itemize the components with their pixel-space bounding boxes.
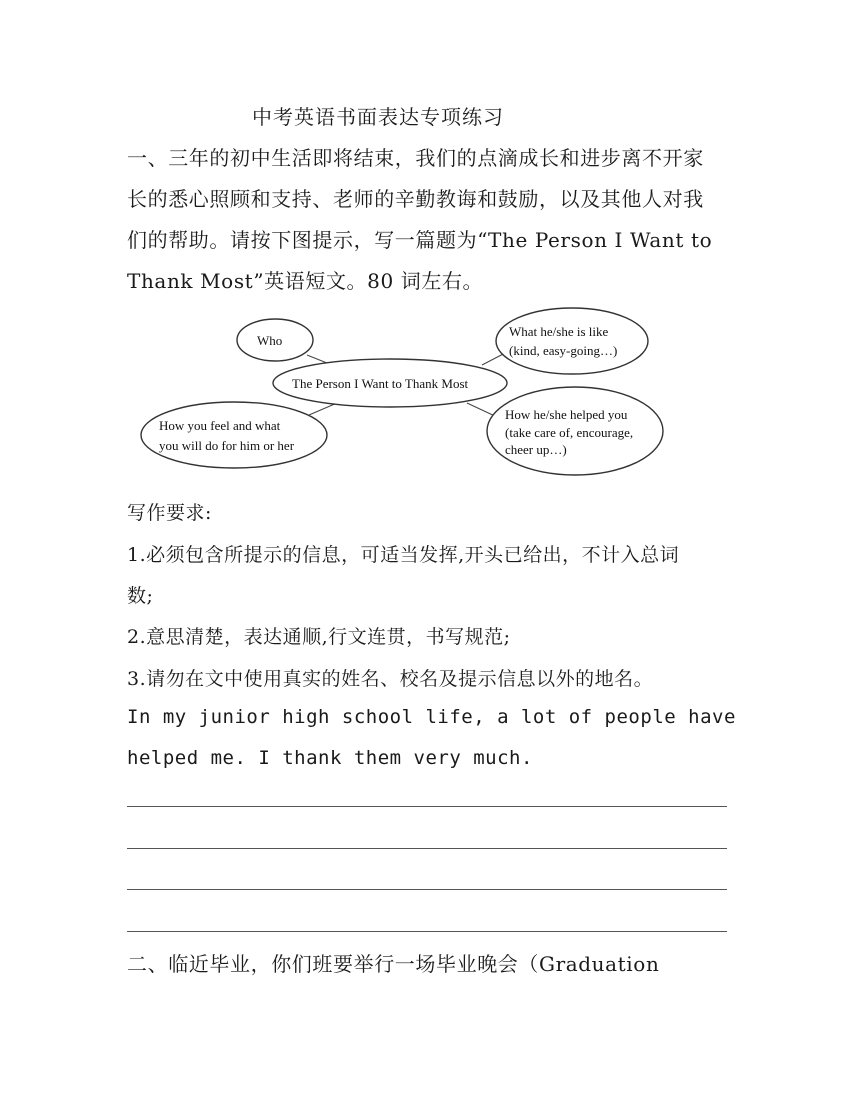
page-title: 中考英语书面表达专项练习 (252, 105, 504, 129)
requirement-item-1-cont: 数; (127, 585, 154, 607)
requirement-item-3: 3.请勿在文中使用真实的姓名、校名及提示信息以外的地名。 (127, 668, 654, 690)
like-label-line1: What he/she is like (509, 324, 609, 339)
center-label: The Person I Want to Thank Most (292, 376, 469, 391)
helped-label-line3: cheer up…) (505, 442, 567, 457)
feel-bubble (141, 402, 327, 468)
who-bubble (237, 319, 313, 361)
answer-line (127, 806, 727, 807)
answer-line (127, 889, 727, 890)
requirements-heading: 写作要求: (127, 502, 212, 524)
answer-line (127, 931, 727, 932)
helped-bubble (487, 387, 663, 475)
requirement-item-2: 2.意思清楚，表达通顺,行文连贯，书写规范; (127, 626, 511, 648)
prompt-line: Thank Most”英语短文。80 词左右。 (127, 269, 484, 293)
essay-opening-line-2: helped me. I thank them very much. (127, 747, 533, 769)
feel-label-line1: How you feel and what (159, 418, 281, 433)
essay-opening-line-1: In my junior high school life, a lot of people have (127, 706, 736, 728)
who-label: Who (257, 333, 283, 348)
mind-map-diagram (137, 305, 671, 481)
like-label-line2: (kind, easy-going…) (509, 343, 618, 358)
answer-line (127, 848, 727, 849)
question-2-prompt: 二、临近毕业，你们班要举行一场毕业晚会（Graduation (127, 952, 660, 976)
helped-label-line2: (take care of, encourage, (505, 425, 634, 440)
helped-label-line1: How he/she helped you (505, 407, 628, 422)
prompt-line: 一、三年的初中生活即将结束，我们的点滴成长和进步离不开家 (127, 146, 704, 170)
prompt-line: 长的悉心照顾和支持、老师的辛勤教诲和鼓励，以及其他人对我 (127, 187, 704, 211)
center-bubble (273, 359, 507, 407)
prompt-line: 们的帮助。请按下图提示，写一篇题为“The Person I Want to (127, 228, 713, 252)
feel-label-line2: you will do for him or her (159, 438, 295, 453)
like-bubble (496, 308, 648, 374)
question-1-prompt (127, 138, 727, 302)
requirement-item-1: 1.必须包含所提示的信息，可适当发挥,开头已给出，不计入总词 (127, 544, 680, 566)
